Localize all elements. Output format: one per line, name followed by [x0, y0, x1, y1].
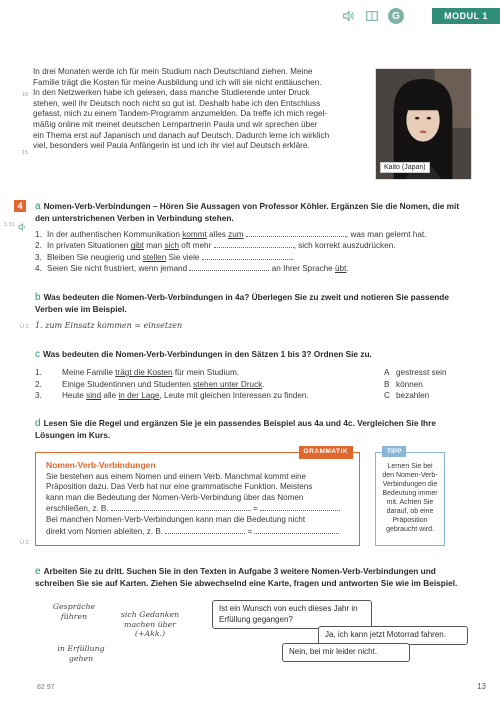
- task-text: Arbeiten Sie zu dritt. Suchen Sie in den Texten in Aufgabe 3 weitere Nomen-Verb-Verbindungen und schreiben Sie sie auf Karten. Ziehen Sie abwechselnd eine Karte, fragen und antworten Sie wie im Beispiel.: [35, 566, 458, 588]
- speech-bubble: Nein, bei mir leider nicht.: [282, 643, 410, 662]
- option-text: können: [396, 379, 423, 389]
- task-c: [35, 349, 475, 361]
- audio-track-ref: 1.31: [4, 222, 15, 228]
- exercise-number: 4: [14, 200, 26, 212]
- task-b: [35, 292, 475, 315]
- tip-text: Lernen Sie bei den Nomen-Verb-Verbindungen die Bedeutung immer mit. Achten Sie darauf, ob eine Präposition gebraucht wird.: [382, 463, 438, 533]
- option-letter: A: [384, 368, 390, 377]
- answer-blank[interactable]: [260, 503, 340, 511]
- task-d: [35, 418, 475, 441]
- exercise-ref: Ü 3: [20, 540, 29, 546]
- item-number: 1.: [35, 368, 42, 377]
- exercise-ref: Ü 2: [20, 324, 29, 330]
- task-c-list: [35, 367, 455, 402]
- intro-line: In drei Monaten werde ich für mein Studium nach Deutschland ziehen. Meine: [33, 67, 313, 76]
- item-text: In privaten Situationen gibt man sich oft mehr , sich korrekt auszudrücken.: [47, 241, 396, 251]
- option-letter: C: [384, 391, 390, 401]
- book-icon[interactable]: [364, 8, 380, 24]
- student-photo: [375, 68, 472, 180]
- footer-refs: 82 97: [37, 684, 55, 691]
- item-text: Bleiben Sie neugierig und stellen Sie viele .: [47, 252, 295, 262]
- answer-blank[interactable]: [254, 526, 339, 534]
- item-number: 4.: [35, 264, 42, 274]
- task-text: Lesen Sie die Regel und ergänzen Sie je ein passendes Beispiel aus 4a und 4c. Vergleichen Sie Ihre Lösungen im Kurs.: [35, 418, 436, 440]
- item-text: Meine Familie trägt die Kosten für mein Studium.: [62, 368, 240, 377]
- task-letter: e: [35, 566, 41, 577]
- item-number: 2.: [35, 241, 42, 251]
- grammar-line: Bei manchen Nomen-Verb-Verbindungen kann man die Bedeutung nicht: [46, 514, 306, 524]
- option-letter: B: [384, 379, 390, 389]
- task-e: [35, 566, 475, 589]
- intro-line: gefasst, mich zu einem Tandem-Programm anzumelden. Da treffe ich mich regel-: [33, 109, 328, 119]
- list-item: [35, 229, 465, 240]
- intro-line: Familie trägt die Kosten für meine Ausbildung und ich will sie nicht enttäuschen.: [33, 77, 322, 87]
- list-item: [35, 252, 465, 263]
- speech-bubble: Ja, ich kann jetzt Motorrad fahren.: [318, 626, 468, 645]
- answer-blank[interactable]: [202, 252, 292, 260]
- grammar-line: erschließen, z. B. =: [46, 503, 351, 515]
- answer-blank[interactable]: [189, 263, 269, 271]
- task-text: Was bedeuten die Nomen-Verb-Verbindungen in den Sätzen 1 bis 3? Ordnen Sie zu.: [43, 349, 372, 359]
- grammar-line: direkt vom Nomen ableiten, z. B. =: [46, 526, 351, 538]
- grammar-tag: GRAMMATIK: [299, 446, 353, 459]
- task-letter: a: [35, 201, 41, 212]
- speaker-icon[interactable]: [340, 8, 356, 24]
- grammar-g-icon[interactable]: G: [388, 8, 404, 24]
- tip-tag: TIPP: [382, 446, 406, 457]
- item-text: In der authentischen Kommunikation kommt alles zum , was man gelernt hat.: [47, 230, 427, 239]
- task-letter: c: [35, 349, 40, 360]
- grammar-line: Präposition dazu. Das Verb hat nur eine grammatische Funktion. Meistens: [46, 482, 313, 492]
- answer-blank[interactable]: [165, 526, 245, 534]
- grammar-line: kann man die Bedeutung der Nomen-Verb-Verbindung über das Nomen: [46, 492, 304, 502]
- grammar-title: Nomen-Verb-Verbindungen: [46, 460, 156, 470]
- module-badge: MODUL 1: [432, 8, 500, 24]
- task-a-list: [35, 229, 465, 275]
- intro-text: [33, 67, 363, 152]
- option-text: gestresst sein: [396, 368, 447, 377]
- answer-blank[interactable]: [214, 240, 294, 248]
- task-text: Nomen-Verb-Verbindungen – Hören Sie Aussagen von Professor Köhler. Ergänzen Sie die Nomen, die mit den unterstrichenen Verben in Verbindung stehen.: [35, 201, 460, 223]
- intro-line: stehen, weil ihr Deutsch noch nicht so gut ist. Deshalb habe ich den Entschluss: [33, 98, 321, 108]
- intro-line: In den Netzwerken habe ich gelesen, dass manche Studierende unter Druck: [33, 88, 310, 98]
- option-text: bezahlen: [396, 391, 430, 401]
- answer-blank[interactable]: [111, 503, 251, 511]
- item-number: 3.: [35, 252, 42, 262]
- intro-line: ein Thema erst auf Japanisch und danach auf Deutsch. Dadurch lerne ich wirklich: [33, 130, 330, 140]
- item-text: Seien Sie nicht frustriert, wenn jemand an Ihrer Sprache übt.: [47, 264, 349, 274]
- list-item: [35, 390, 455, 402]
- list-item: [35, 367, 455, 379]
- intro-line: viel, besonders weil Paula Anfängerin ist und ich ihr viel auf Deutsch erkläre.: [33, 141, 310, 151]
- list-item: [35, 240, 465, 251]
- list-item: [35, 379, 455, 391]
- tip-box: [375, 448, 445, 546]
- item-number: 3.: [35, 391, 42, 401]
- page-number: 13: [477, 682, 486, 691]
- line-number: 15: [22, 150, 29, 156]
- handwritten-example: 1. zum Einsatz kommen = einsetzen: [35, 321, 183, 330]
- card-note: sich Gedanken machen über (+Akk.): [120, 610, 180, 638]
- task-letter: b: [35, 292, 41, 303]
- item-number: 1.: [35, 230, 42, 239]
- photo-label: Kaito (Japan): [380, 162, 430, 173]
- list-item: [35, 263, 465, 274]
- line-number: 10: [22, 92, 29, 98]
- item-text: Heute sind alle in der Lage, Leute mit gleichen Interessen zu finden.: [62, 391, 309, 401]
- answer-blank[interactable]: [246, 229, 346, 237]
- task-letter: d: [35, 418, 41, 429]
- card-note: in Erfüllung gehen: [57, 644, 105, 663]
- speech-bubble: Ist ein Wunsch von euch dieses Jahr in Erfüllung gegangen?: [212, 600, 372, 629]
- media-icons: [340, 8, 404, 24]
- intro-line: mäßig online mit meinet deutschen Lernpartnerin Paula und wir sprechen über: [33, 119, 318, 129]
- task-text: Was bedeuten die Nomen-Verb-Verbindungen in 4a? Überlegen Sie zu zweit und notieren Sie passende Verben wie im Beispiel.: [35, 292, 449, 314]
- grammar-box: [35, 448, 360, 546]
- card-note: Gespräche führen: [52, 602, 96, 621]
- task-a: [35, 201, 475, 224]
- grammar-line: Sie bestehen aus einem Nomen und einem Verb. Manchmal kommt eine: [46, 471, 307, 481]
- item-text: Einige Studentinnen und Studenten stehen unter Druck.: [62, 379, 265, 389]
- speaker-icon[interactable]: [17, 219, 27, 229]
- item-number: 2.: [35, 379, 42, 389]
